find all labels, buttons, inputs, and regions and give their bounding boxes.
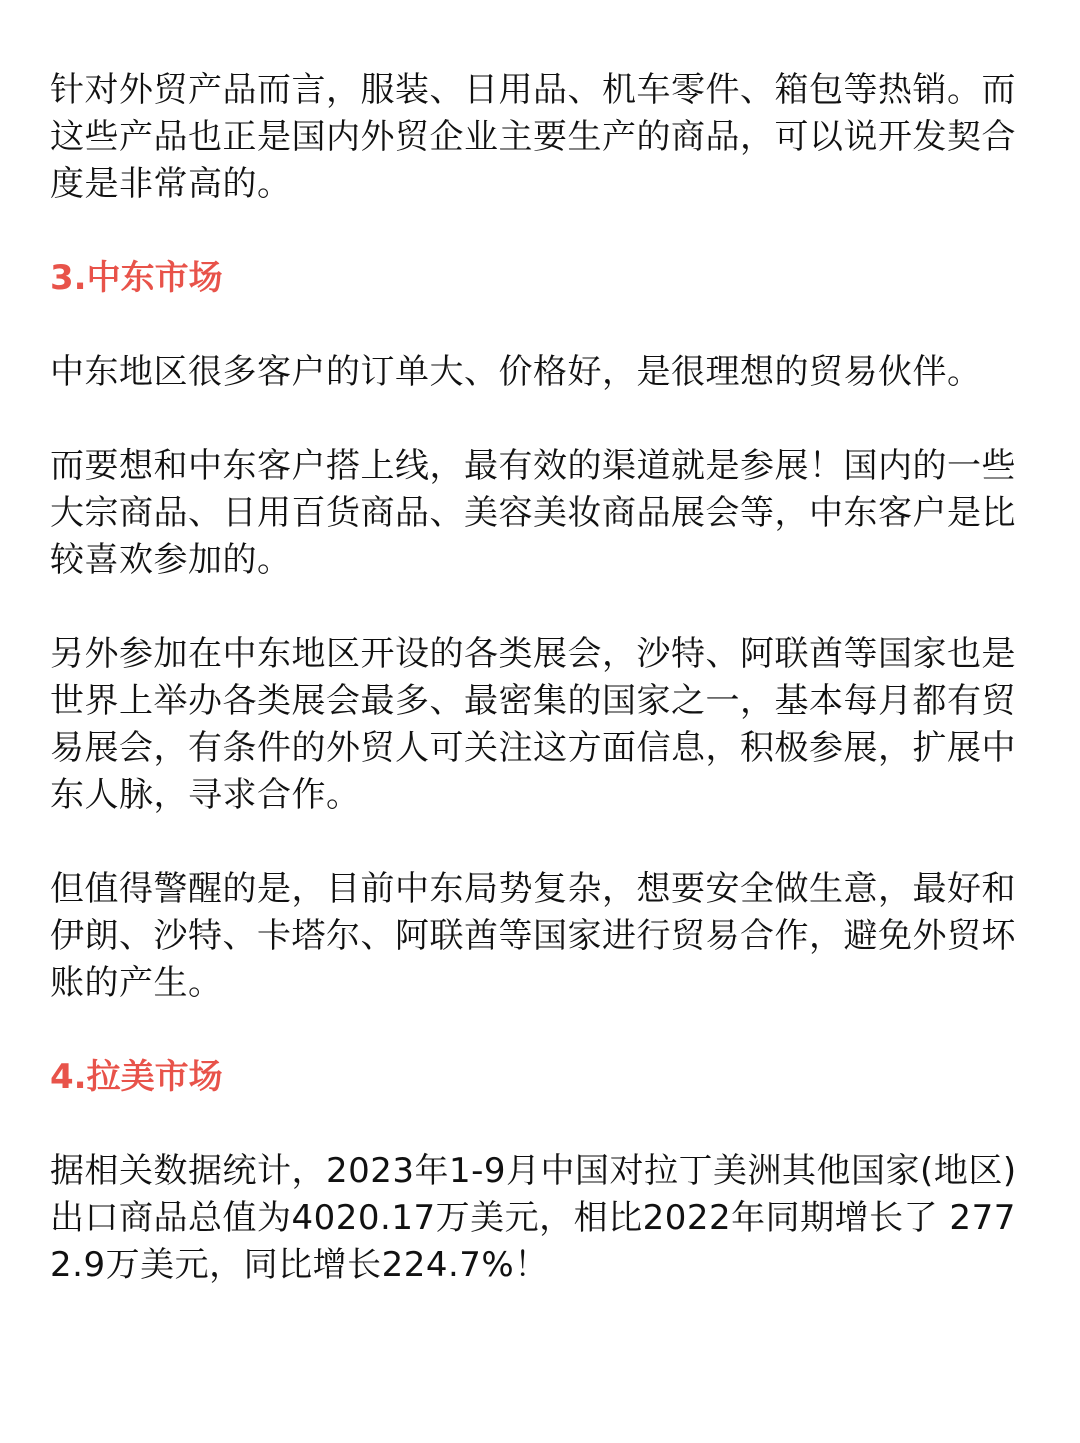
paragraph-middle-east-1: 中东地区很多客户的订单大、价格好，是很理想的贸易伙伴。 (50, 352, 982, 392)
paragraph-middle-east-4: 但值得警醒的是，目前中东局势复杂，想要安全做生意，最好和伊朗、沙特、卡塔尔、阿联酋等国家进行贸易合作，避免外贸坏账的产生。 (50, 869, 1016, 1003)
section-heading-latin-america: 4.拉美市场 (50, 1057, 223, 1097)
article-body (50, 67, 1040, 1289)
section-heading-middle-east: 3.中东市场 (50, 258, 223, 298)
paragraph-middle-east-3: 另外参加在中东地区开设的各类展会，沙特、阿联酋等国家也是世界上举办各类展会最多、最密集的国家之一，基本每月都有贸易展会，有条件的外贸人可关注这方面信息，积极参展，扩展中东人脉，寻求合作。 (50, 634, 1016, 815)
paragraph-intro: 针对外贸产品而言，服装、日用品、机车零件、箱包等热销。而这些产品也正是国内外贸企业主要生产的商品，可以说开发契合度是非常高的。 (50, 70, 1016, 204)
paragraph-middle-east-2: 而要想和中东客户搭上线，最有效的渠道就是参展！国内的一些大宗商品、日用百货商品、美容美妆商品展会等，中东客户是比较喜欢参加的。 (50, 446, 1016, 580)
paragraph-latin-america-1: 据相关数据统计，2023年1-9月中国对拉丁美洲其他国家(地区)出口商品总值为4020.17万美元，相比2022年同期增长了 2772.9万美元，同比增长224.7%！ (50, 1151, 1017, 1285)
